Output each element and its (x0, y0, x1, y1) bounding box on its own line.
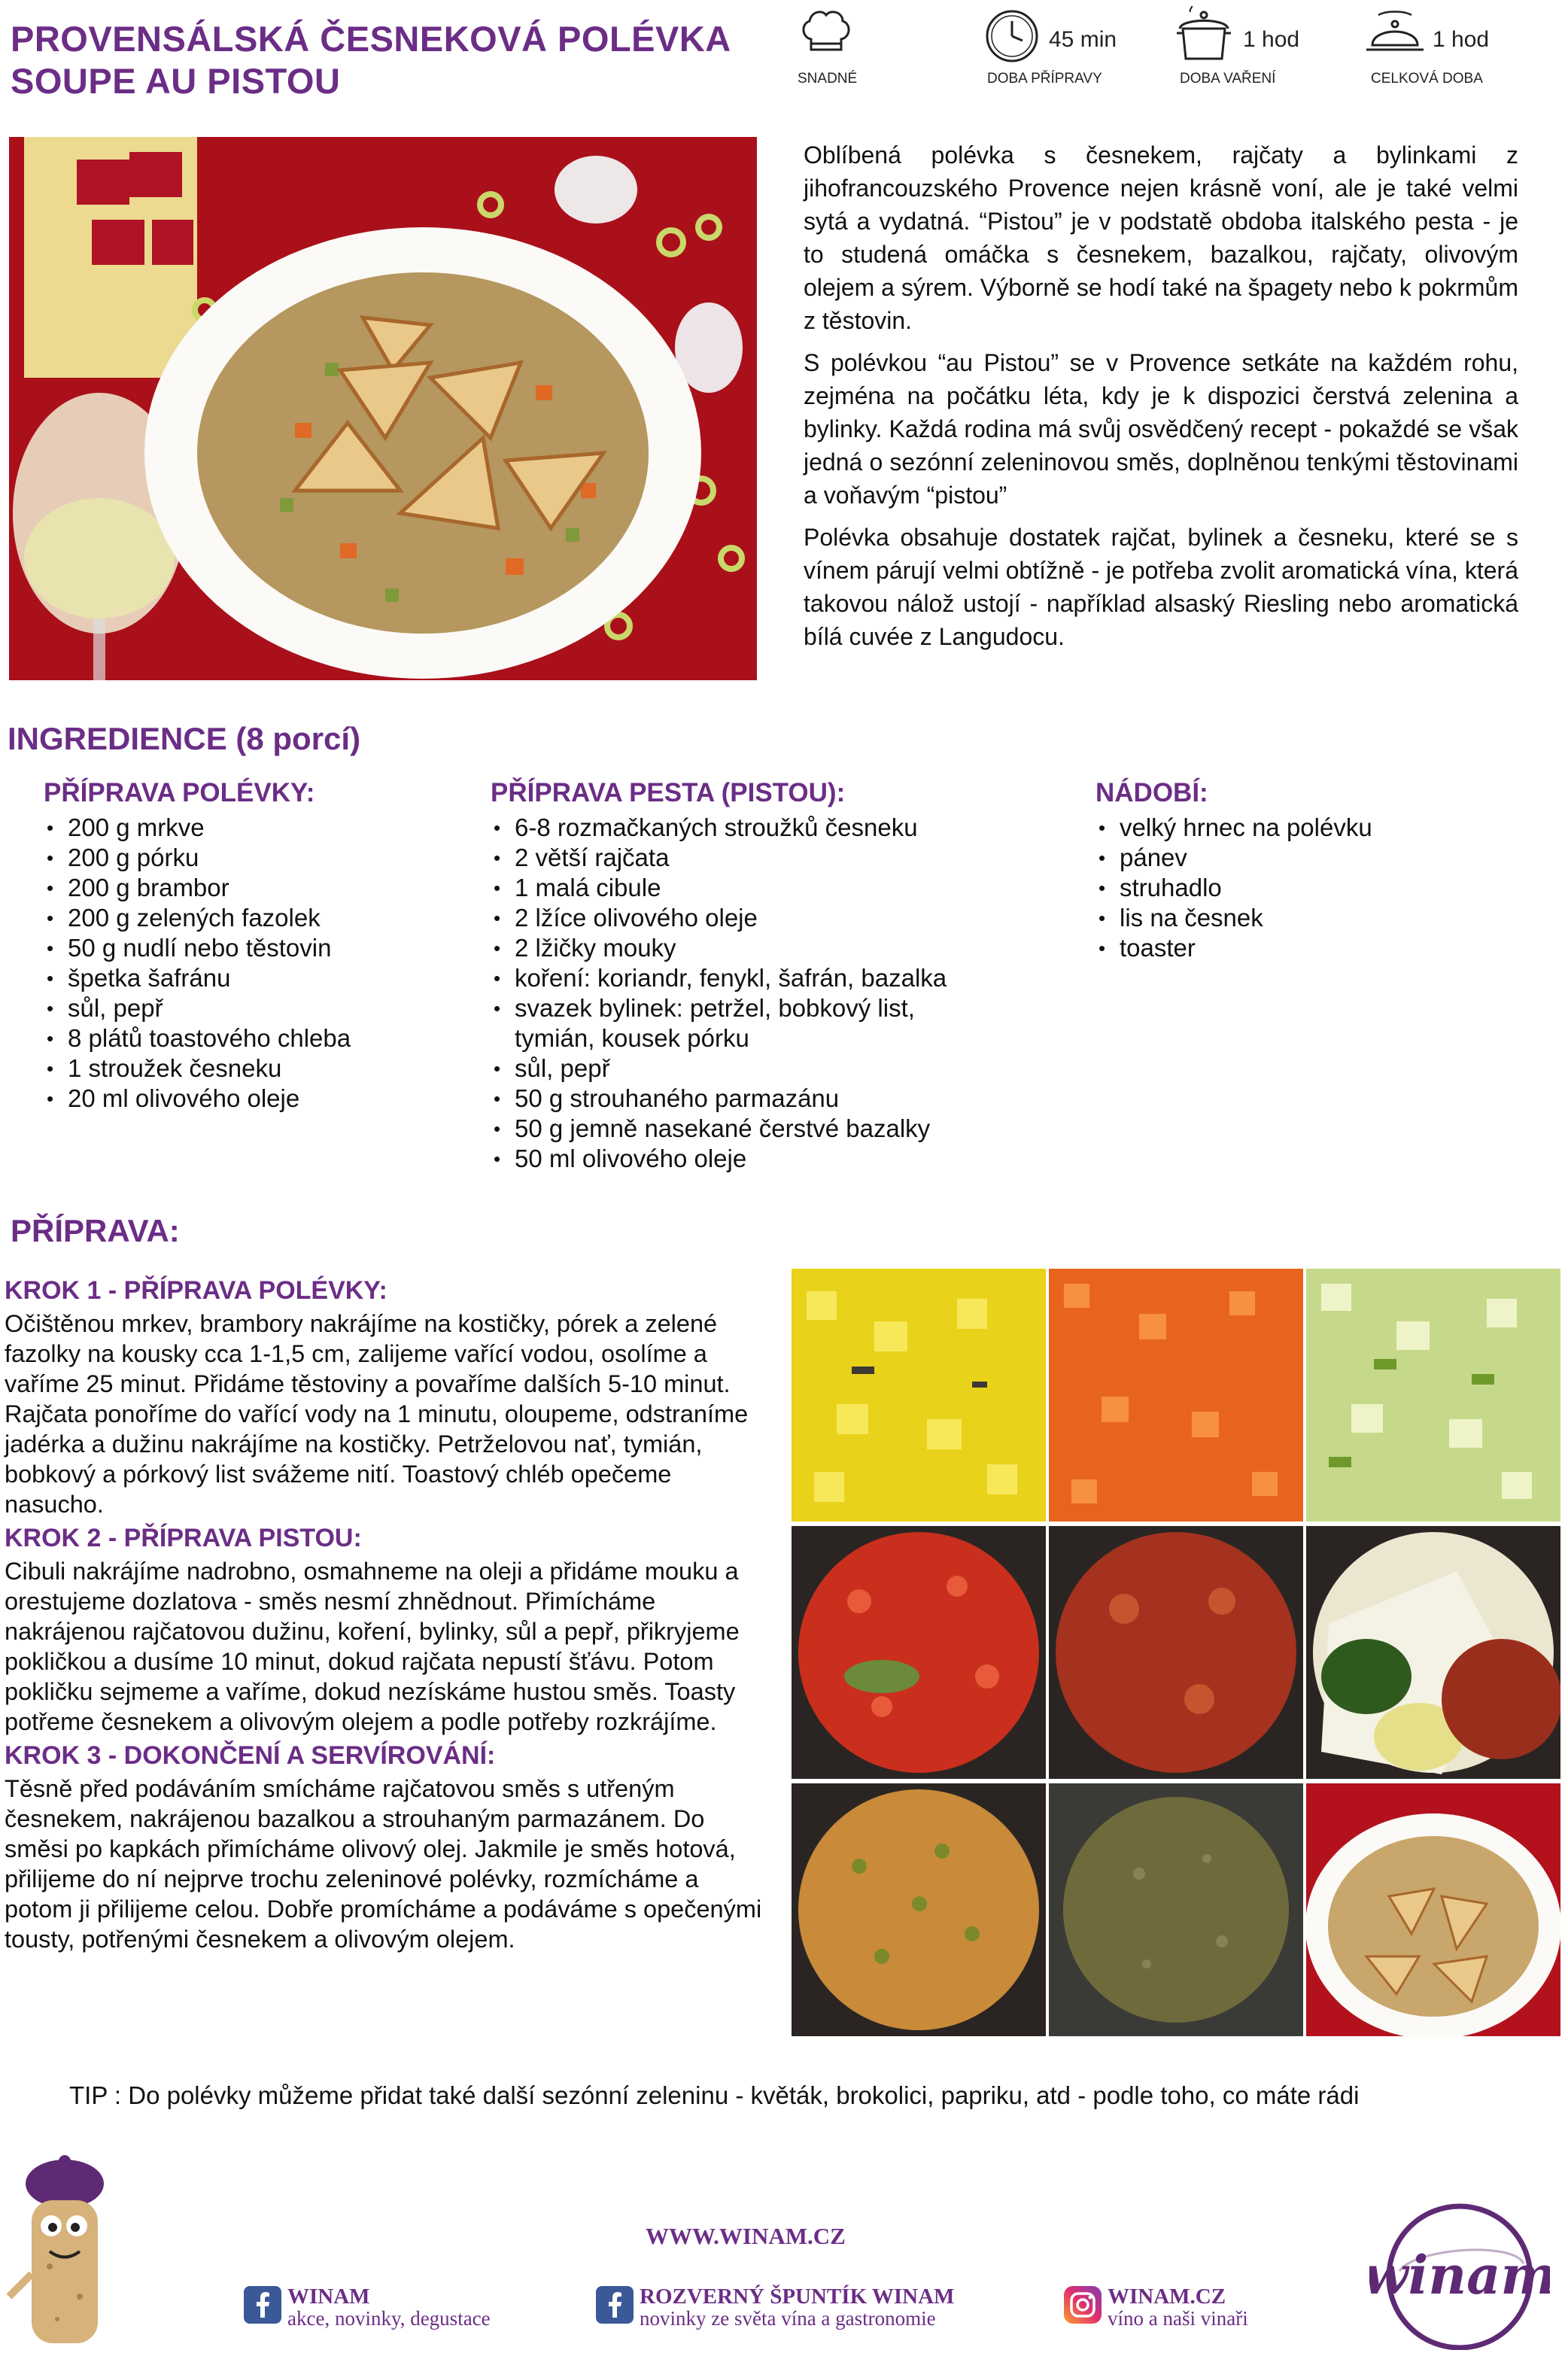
stat-label: CELKOVÁ DOBA (1371, 71, 1483, 87)
list-item: • 1 stroužek česneku (44, 1053, 351, 1084)
stat-value: 45 min (1049, 27, 1117, 52)
list-item-continuation: tymián, kousek pórku (515, 1024, 749, 1052)
step-text: Očištěnou mrkev, brambory nakrájíme na kostičky, pórek a zelené fazolky na kousky cca 1-1,5 cm, zalijeme vařící vodou, osolíme a vaříme 25 minut. Přidáme těstoviny a povaříme dalších 5-10 minut. Rajčata ponoříme do vařící vody na 1 minutu, oloupeme, odstraníme jadérka a dužinu nakrájíme na kostičky. Petrželovou nať, tymián, bobkový a pórkový list svážeme nití. Toastový chléb opečeme nasucho. (5, 1310, 749, 1518)
soup-ingredients (44, 778, 351, 1114)
title-line-2: SOUPE AU PISTOU (11, 61, 341, 101)
soup-photo (9, 137, 757, 680)
photo-diced-potatoes (792, 1269, 1046, 1522)
social-name: WINAM.CZ (1108, 2285, 1226, 2309)
step-photo-grid (792, 1269, 1559, 2036)
social-desc: víno a naši vinaři (1108, 2307, 1248, 2330)
intro-text (804, 138, 1518, 662)
tools-list (1095, 778, 1372, 963)
list-item: • 200 g mrkve (44, 813, 351, 843)
pesto-ingredients-title: PŘÍPRAVA PESTA (PISTOU): (491, 778, 846, 807)
intro-paragraph: Oblíbená polévka s česnekem, rajčaty a bylinkami z jihofrancouzského Provence nejen krásně voní, ale je také velmi sytá a vydatná. “Pistou” je v podstatě obdoba italského pesta - je to studená omáčka s česnekem, bazalkou, rajčaty, olivovým olejem a sýrem. Výborně se hodí také na špagety nebo k pokrmům z těstovin. (804, 141, 1518, 334)
step-title: KROK 1 - PŘÍPRAVA POLÉVKY: (5, 1276, 387, 1305)
pot-icon (1174, 6, 1234, 65)
list-item: • toaster (1095, 933, 1372, 963)
list-item: • 50 g strouhaného parmazánu (491, 1084, 947, 1114)
list-item: • 20 ml olivového oleje (44, 1084, 351, 1114)
list-item: • 2 větší rajčata (491, 843, 947, 873)
list-item: • svazek bylinek: petržel, bobkový list, (491, 993, 947, 1023)
stat-value: 1 hod (1243, 27, 1300, 52)
social-name: ROZVERNÝ ŠPUNTÍK WINAM (640, 2285, 955, 2309)
list-item: • koření: koriandr, fenykl, šafrán, bazalka (491, 963, 947, 993)
list-item: • 200 g zelených fazolek (44, 903, 351, 933)
photo-cheese-herbs-garlic (1306, 1526, 1560, 1779)
soup-ingredients-title: PŘÍPRAVA POLÉVKY: (44, 778, 315, 807)
social-desc: akce, novinky, degustace (287, 2307, 491, 2330)
website-link[interactable]: WWW.WINAM.CZ (646, 2223, 846, 2249)
photo-served-soup (1306, 1783, 1560, 2036)
stat-total-time (1363, 6, 1514, 89)
intro-paragraph: Polévka obsahuje dostatek rajčat, bylinek a česneku, které se s vínem párují velmi obtížně - je potřeba zvolit aromatická vína, která takovou nálož ustojí - například alsaský Riesling nebo aromatická bílá cuvée z Langudocu. (804, 524, 1518, 650)
intro-paragraph: S polévkou “au Pistou” se v Provence setkáte na každém rohu, zejména na počátku léta, kdy je k dispozici čerstvá zelenina a bylinky. Každá rodina má svůj osvědčený recept - pokaždé se však jedná o sezónní zeleninovou směs, doplněnou tenkými těstovinami a voňavým “pistou” (804, 349, 1518, 509)
list-item: • špetka šafránu (44, 963, 351, 993)
social-name: WINAM (287, 2285, 370, 2309)
facebook-winam-link[interactable] (244, 2285, 545, 2330)
list-item: • 2 lžičky mouky (491, 933, 947, 963)
instagram-icon (1064, 2286, 1102, 2324)
facebook-icon (596, 2286, 634, 2324)
list-item: • 50 g nudlí nebo těstovin (44, 933, 351, 963)
stat-label: DOBA PŘÍPRAVY (987, 71, 1102, 87)
list-item: • 8 plátů toastového chleba (44, 1023, 351, 1053)
recipe-title (11, 18, 778, 102)
social-desc: novinky ze světa vína a gastronomie (640, 2307, 936, 2330)
ingredients-heading: INGREDIENCE (8 porcí) (8, 721, 361, 756)
preparation-heading: PŘÍPRAVA: (11, 1213, 180, 1248)
list-item: • 50 g jemně nasekané čerstvé bazalky (491, 1114, 947, 1144)
photo-diced-carrots (1049, 1269, 1303, 1522)
list-item: • pánev (1095, 843, 1372, 873)
step-text: Těsně před podáváním smícháme rajčatovou směs s utřeným česnekem, nakrájenou bazalkou a strouhaným parmazánem. Do směsi po kapkách přimícháme olivový olej. Jakmile je směs hotová, přilijeme do ní nejprve trochu zeleninové polévky, rozmícháme a potom ji přilijeme celou. Dobře promícháme a podáváme s opečenými tousty, potřenými česnekem a olivovým olejem. (5, 1775, 762, 1953)
facebook-spuntik-link[interactable] (596, 2285, 1017, 2330)
photo-tomato-sauce (1049, 1526, 1303, 1779)
stat-label: DOBA VAŘENÍ (1180, 71, 1276, 87)
list-item: • 200 g brambor (44, 873, 351, 903)
list-item: • 50 ml olivového oleje (491, 1144, 947, 1174)
photo-pistou-mix (792, 1783, 1046, 2036)
list-item: • 200 g pórku (44, 843, 351, 873)
cork-mascot (5, 2154, 117, 2353)
list-item: • lis na česnek (1095, 903, 1372, 933)
photo-tomato-in-pan (792, 1526, 1046, 1779)
list-item: • 1 malá cibule (491, 873, 947, 903)
facebook-icon (244, 2286, 281, 2324)
step-title: KROK 2 - PŘÍPRAVA PISTOU: (5, 1524, 362, 1552)
pesto-ingredients (491, 778, 947, 1174)
clock-icon (983, 6, 1041, 65)
tools-title: NÁDOBÍ: (1095, 778, 1208, 807)
instagram-link[interactable] (1064, 2285, 1335, 2330)
step-text: Cibuli nakrájíme nadrobno, osmahneme na oleji a přidáme mouku a orestujeme dozlatova - směs nesmí zhnědnout. Přimícháme nakrájenou rajčatovou dužinu, koření, bylinky, sůl a pepř, přikryjeme pokličkou a dusíme 10 minut, dokud rajčata nepustí šťávu. Potom pokličku sejmeme a vaříme, dokud nezískáme hustou směs. Toasty potřeme česnekem a olivovým olejem a podle potřeby rozkrájíme. (5, 1558, 740, 1735)
tip-text: TIP : Do polévky můžeme přidat také další sezónní zeleninu - květák, brokolici, papriku, atd - podle toho, co máte rádi (69, 2081, 1360, 2109)
stat-value: 1 hod (1433, 27, 1490, 52)
photo-soup-pot (1049, 1783, 1303, 2036)
list-item: • 6-8 rozmačkaných stroužků česneku (491, 813, 947, 843)
stat-prep-time (980, 6, 1130, 89)
step-title: KROK 3 - DOKONČENÍ A SERVÍROVÁNÍ: (5, 1741, 496, 1770)
list-item: • 2 lžíce olivového oleje (491, 903, 947, 933)
preparation-steps (5, 1272, 772, 1959)
photo-sliced-leek (1306, 1269, 1560, 1522)
stat-label: SNADNÉ (798, 71, 858, 87)
logo-text: winam (1369, 2244, 1550, 2306)
stat-cook-time (1171, 6, 1321, 89)
serving-cloche-icon (1363, 6, 1427, 65)
stat-difficulty (792, 6, 874, 89)
list-item: • sůl, pepř (44, 993, 351, 1023)
title-line-1: PROVENSÁLSKÁ ČESNEKOVÁ POLÉVKA (11, 19, 731, 59)
list-item: • sůl, pepř (491, 1053, 947, 1084)
list-item: • velký hrnec na polévku (1095, 813, 1372, 843)
winam-logo (1369, 2203, 1550, 2350)
list-item: • struhadlo (1095, 873, 1372, 903)
chef-hat-icon (799, 6, 853, 63)
